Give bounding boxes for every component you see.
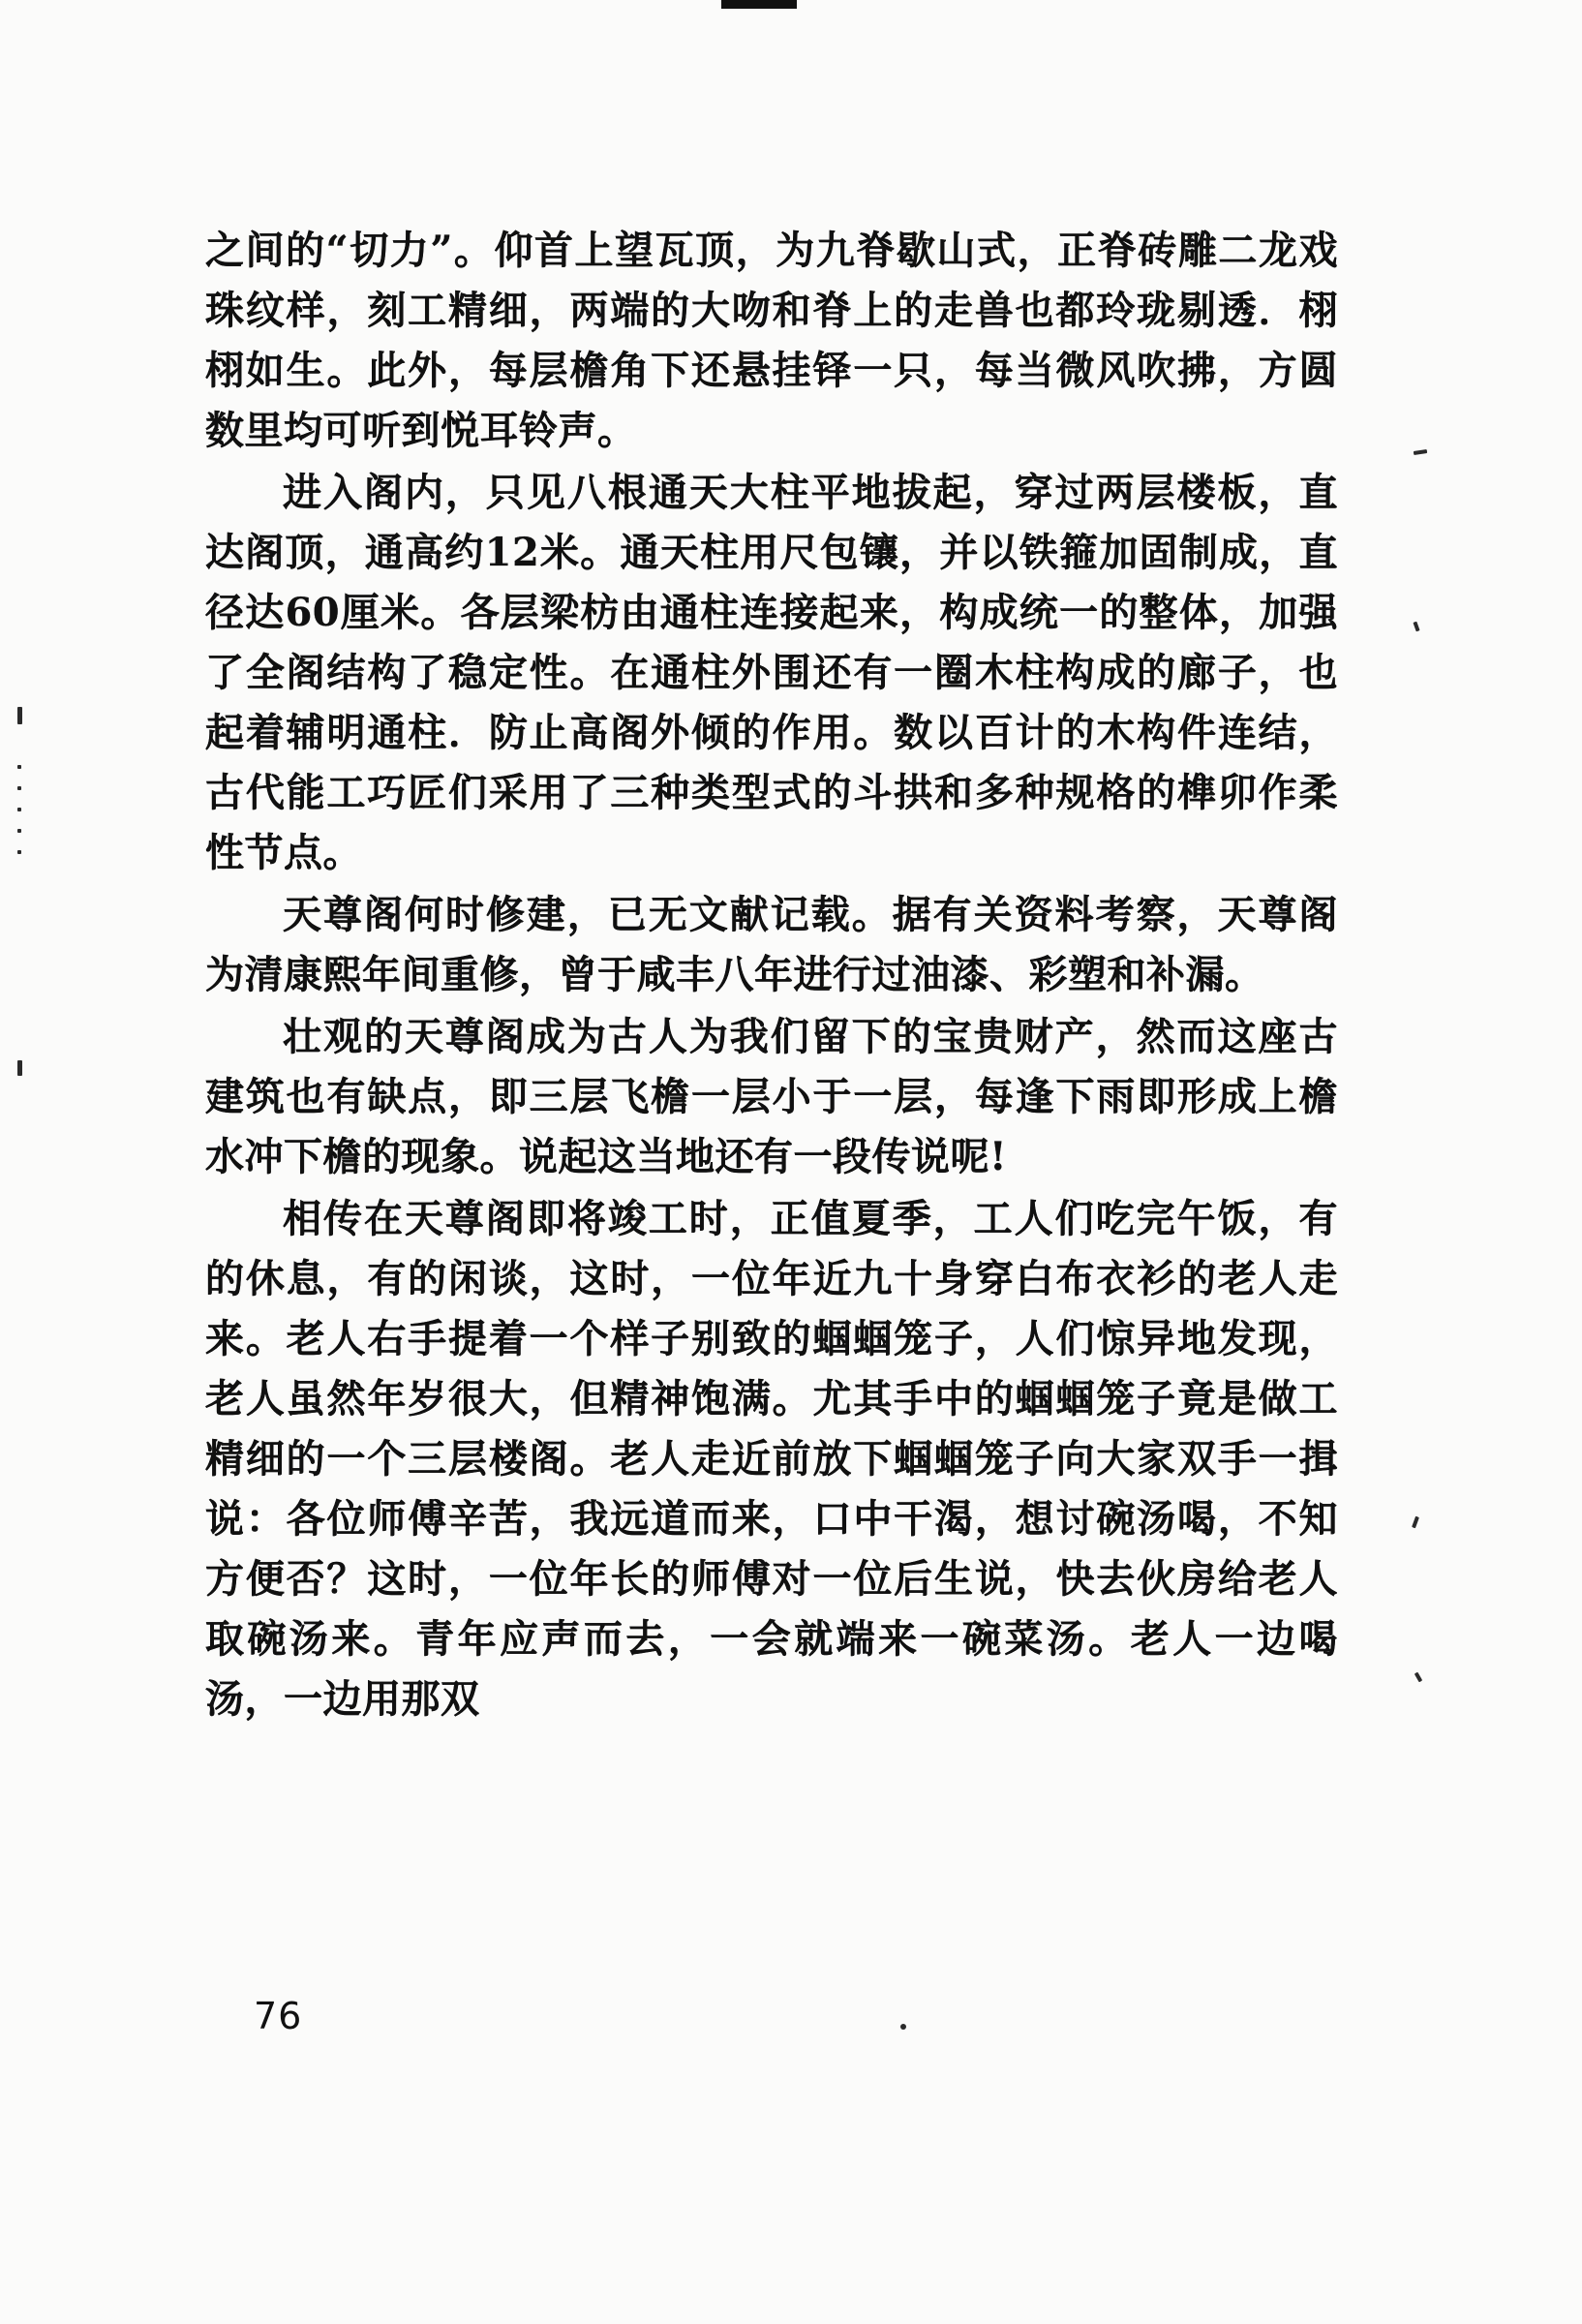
paragraph-1: 之间的“切力”。仰首上望瓦顶，为九脊歇山式，正脊砖雕二龙戏珠纹样，刻工精细，两端的大吻和脊上的走兽也都玲珑剔透．栩栩如生。此外，每层檐角下还悬挂铎一只，每当微风吹拂，方圆数里均可听到悦耳铃声。	[205, 228, 1338, 453]
paragraph-4: 壮观的天尊阁成为古人为我们留下的宝贵财产，然而这座古建筑也有缺点，即三层飞檐一层小于一层，每逢下雨即形成上檐水冲下檐的现象。说起这当地还有一段传说呢!	[205, 1014, 1338, 1179]
paragraph-3: 天尊阁何时修建，已无文献记载。据有关资料考察，天尊阁为清康熙年间重修，曾于咸丰八年进行过油漆、彩塑和补漏。	[205, 892, 1338, 997]
scan-speck	[17, 829, 21, 833]
scan-speck	[17, 707, 22, 724]
scan-speck	[1415, 1672, 1422, 1683]
scan-speck	[1413, 622, 1419, 632]
scan-speck	[17, 765, 21, 769]
paragraph-2: 进入阁内，只见八根通天大柱平地拔起，穿过两层楼板，直达阁顶，通高约12米。通天柱用尺包镶，并以铁箍加固制成，直径达60厘米。各层梁枋由通柱连接起来，构成统一的整体，加强了全阁结构了稳定性。在通柱外围还有一圈木柱构成的廊子，也起着辅明通柱．防止高阁外倾的作用。数以百计的木构件连结，古代能工巧匠们采用了三种类型式的斗拱和多种规格的榫卯作柔性节点。	[205, 470, 1338, 875]
scan-speck	[17, 850, 21, 854]
scan-speck	[17, 808, 21, 811]
scan-speck	[17, 786, 21, 790]
paragraph-5: 相传在天尊阁即将竣工时，正值夏季，工人们吃完午饭，有的休息，有的闲谈，这时，一位年近九十身穿白布衣衫的老人走来。老人右手提着一个样子别致的蝈蝈笼子，人们惊异地发现，老人虽然年岁很大，但精神饱满。尤其手中的蝈蝈笼子竟是做工精细的一个三层楼阁。老人走近前放下蝈蝈笼子向大家双手一揖说：各位师傅辛苦，我远道而来，口中干渴，想讨碗汤喝，不知方便否？这时，一位年长的师傅对一位后生说，快去伙房给老人取碗汤来。青年应声而去，一会就端来一碗菜汤。老人一边喝汤，一边用那双	[205, 1196, 1338, 1722]
scan-speck	[17, 1060, 22, 1076]
scan-speck	[1414, 449, 1427, 455]
scan-artifact-top-strip	[721, 0, 797, 9]
page-number: 76	[254, 1995, 303, 2037]
scan-speck	[1412, 1516, 1419, 1529]
page-body	[205, 221, 1338, 1731]
scan-speck	[900, 2024, 906, 2030]
